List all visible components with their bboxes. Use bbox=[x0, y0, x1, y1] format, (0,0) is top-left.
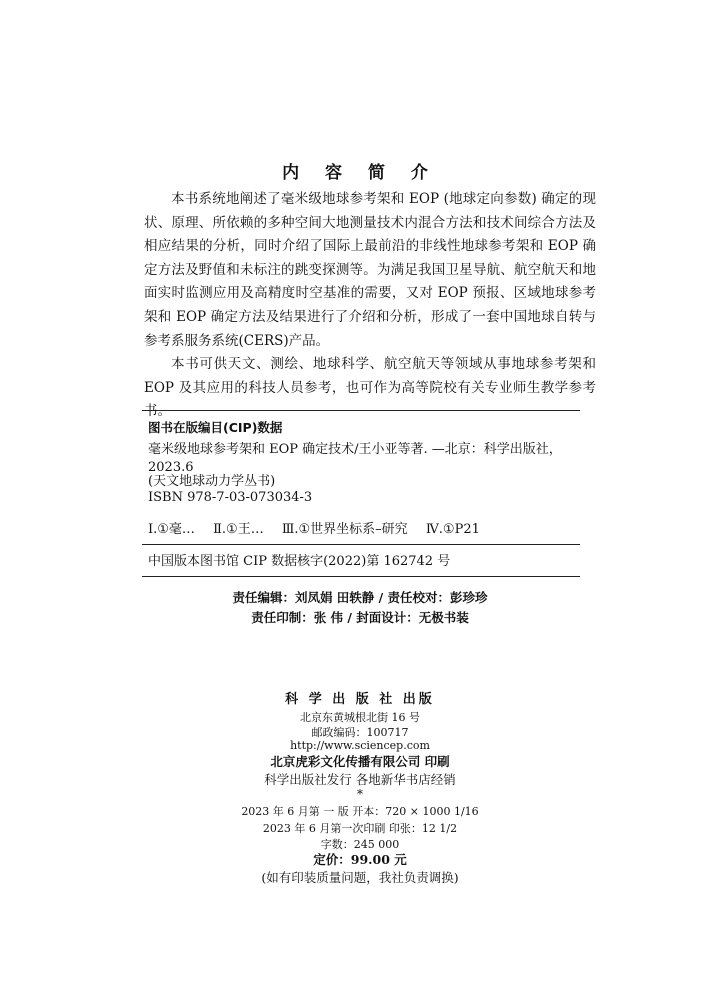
cip-title-line: 毫米级地球参考架和 EOP 确定技术/王小亚等著. —北京：科学出版社， bbox=[148, 442, 562, 457]
summary-paragraph-1: 本书系统地阐述了毫米级地球参考架和 EOP (地球定向参数) 确定的现状、原理、所依赖的多种空间大地测量技术内混合方法和技术间综合方法及相应结果的分析，同时介绍了国际上最前沿的非线性地球参考架和 EOP 确定方法及野值和未标注的跳变探测等。为满足我国卫星导航、航空航天和地面实时监测应用及高精度时空基准的需要，又对 EOP 预报、区域地球参考架和 EOP 确定方法及结果进行了介绍和分析，形成了一套中国地球自转与参考系服务系统(CERS)产品。 bbox=[144, 191, 596, 349]
summary-paragraph-2: 本书可供天文、测绘、地球科学、航空航天等领域从事地球参考架和 EOP 及其应用的科技人员参考，也可作为高等院校有关专业师生教学参考书。 bbox=[144, 356, 596, 420]
cip-middle-rule bbox=[142, 544, 580, 545]
distribution-line: 科学出版社发行 各地新华书店经销 bbox=[264, 772, 456, 787]
cip-date-line: 2023.6 bbox=[148, 460, 194, 475]
printing-line: 2023 年 6 月第一次印刷 印张：12 1/2 bbox=[262, 822, 458, 835]
edition-line: 2023 年 6 月第 一 版 开本：720 × 1000 1/16 bbox=[241, 805, 479, 818]
cip-bottom-rule bbox=[142, 576, 580, 577]
word-count: 字数：245 000 bbox=[320, 838, 400, 851]
cip-classification bbox=[148, 518, 494, 537]
cip-top-rule bbox=[142, 410, 580, 411]
cip-series-line: (天文地球动力学丛书) bbox=[148, 474, 276, 489]
separator-star: * bbox=[357, 787, 363, 801]
summary-text bbox=[144, 188, 596, 424]
editors-line: 责任编辑：刘凤娟 田轶静 / 责任校对：彭珍珍 bbox=[232, 590, 488, 605]
cip-class-3: Ⅲ.①世界坐标系–研究 bbox=[281, 522, 408, 537]
cip-heading: 图书在版编目(CIP)数据 bbox=[148, 420, 283, 435]
cip-record: 中国版本图书馆 CIP 数据核字(2022)第 162742 号 bbox=[148, 554, 451, 569]
cip-class-2: Ⅱ.①王… bbox=[213, 522, 264, 537]
publisher-name: 科 学 出 版 社 出版 bbox=[285, 692, 435, 707]
cip-class-4: Ⅳ.①P21 bbox=[425, 522, 480, 537]
price: 定价：99.00 元 bbox=[313, 852, 407, 867]
publisher-address: 北京东黄城根北街 16 号 bbox=[300, 711, 420, 724]
printer-line: 北京虎彩文化传播有限公司 印刷 bbox=[270, 754, 450, 769]
quality-notice: (如有印装质量问题，我社负责调换) bbox=[261, 870, 459, 885]
publisher-postcode: 邮政编码：100717 bbox=[311, 726, 409, 739]
production-line: 责任印制：张 伟 / 封面设计：无极书装 bbox=[251, 610, 469, 625]
cip-class-1: Ⅰ.①毫… bbox=[148, 522, 195, 537]
publisher-url: http://www.sciencep.com bbox=[290, 739, 430, 752]
summary-title: 内 容 简 介 bbox=[282, 163, 438, 183]
cip-isbn: ISBN 978-7-03-073034-3 bbox=[148, 490, 313, 505]
